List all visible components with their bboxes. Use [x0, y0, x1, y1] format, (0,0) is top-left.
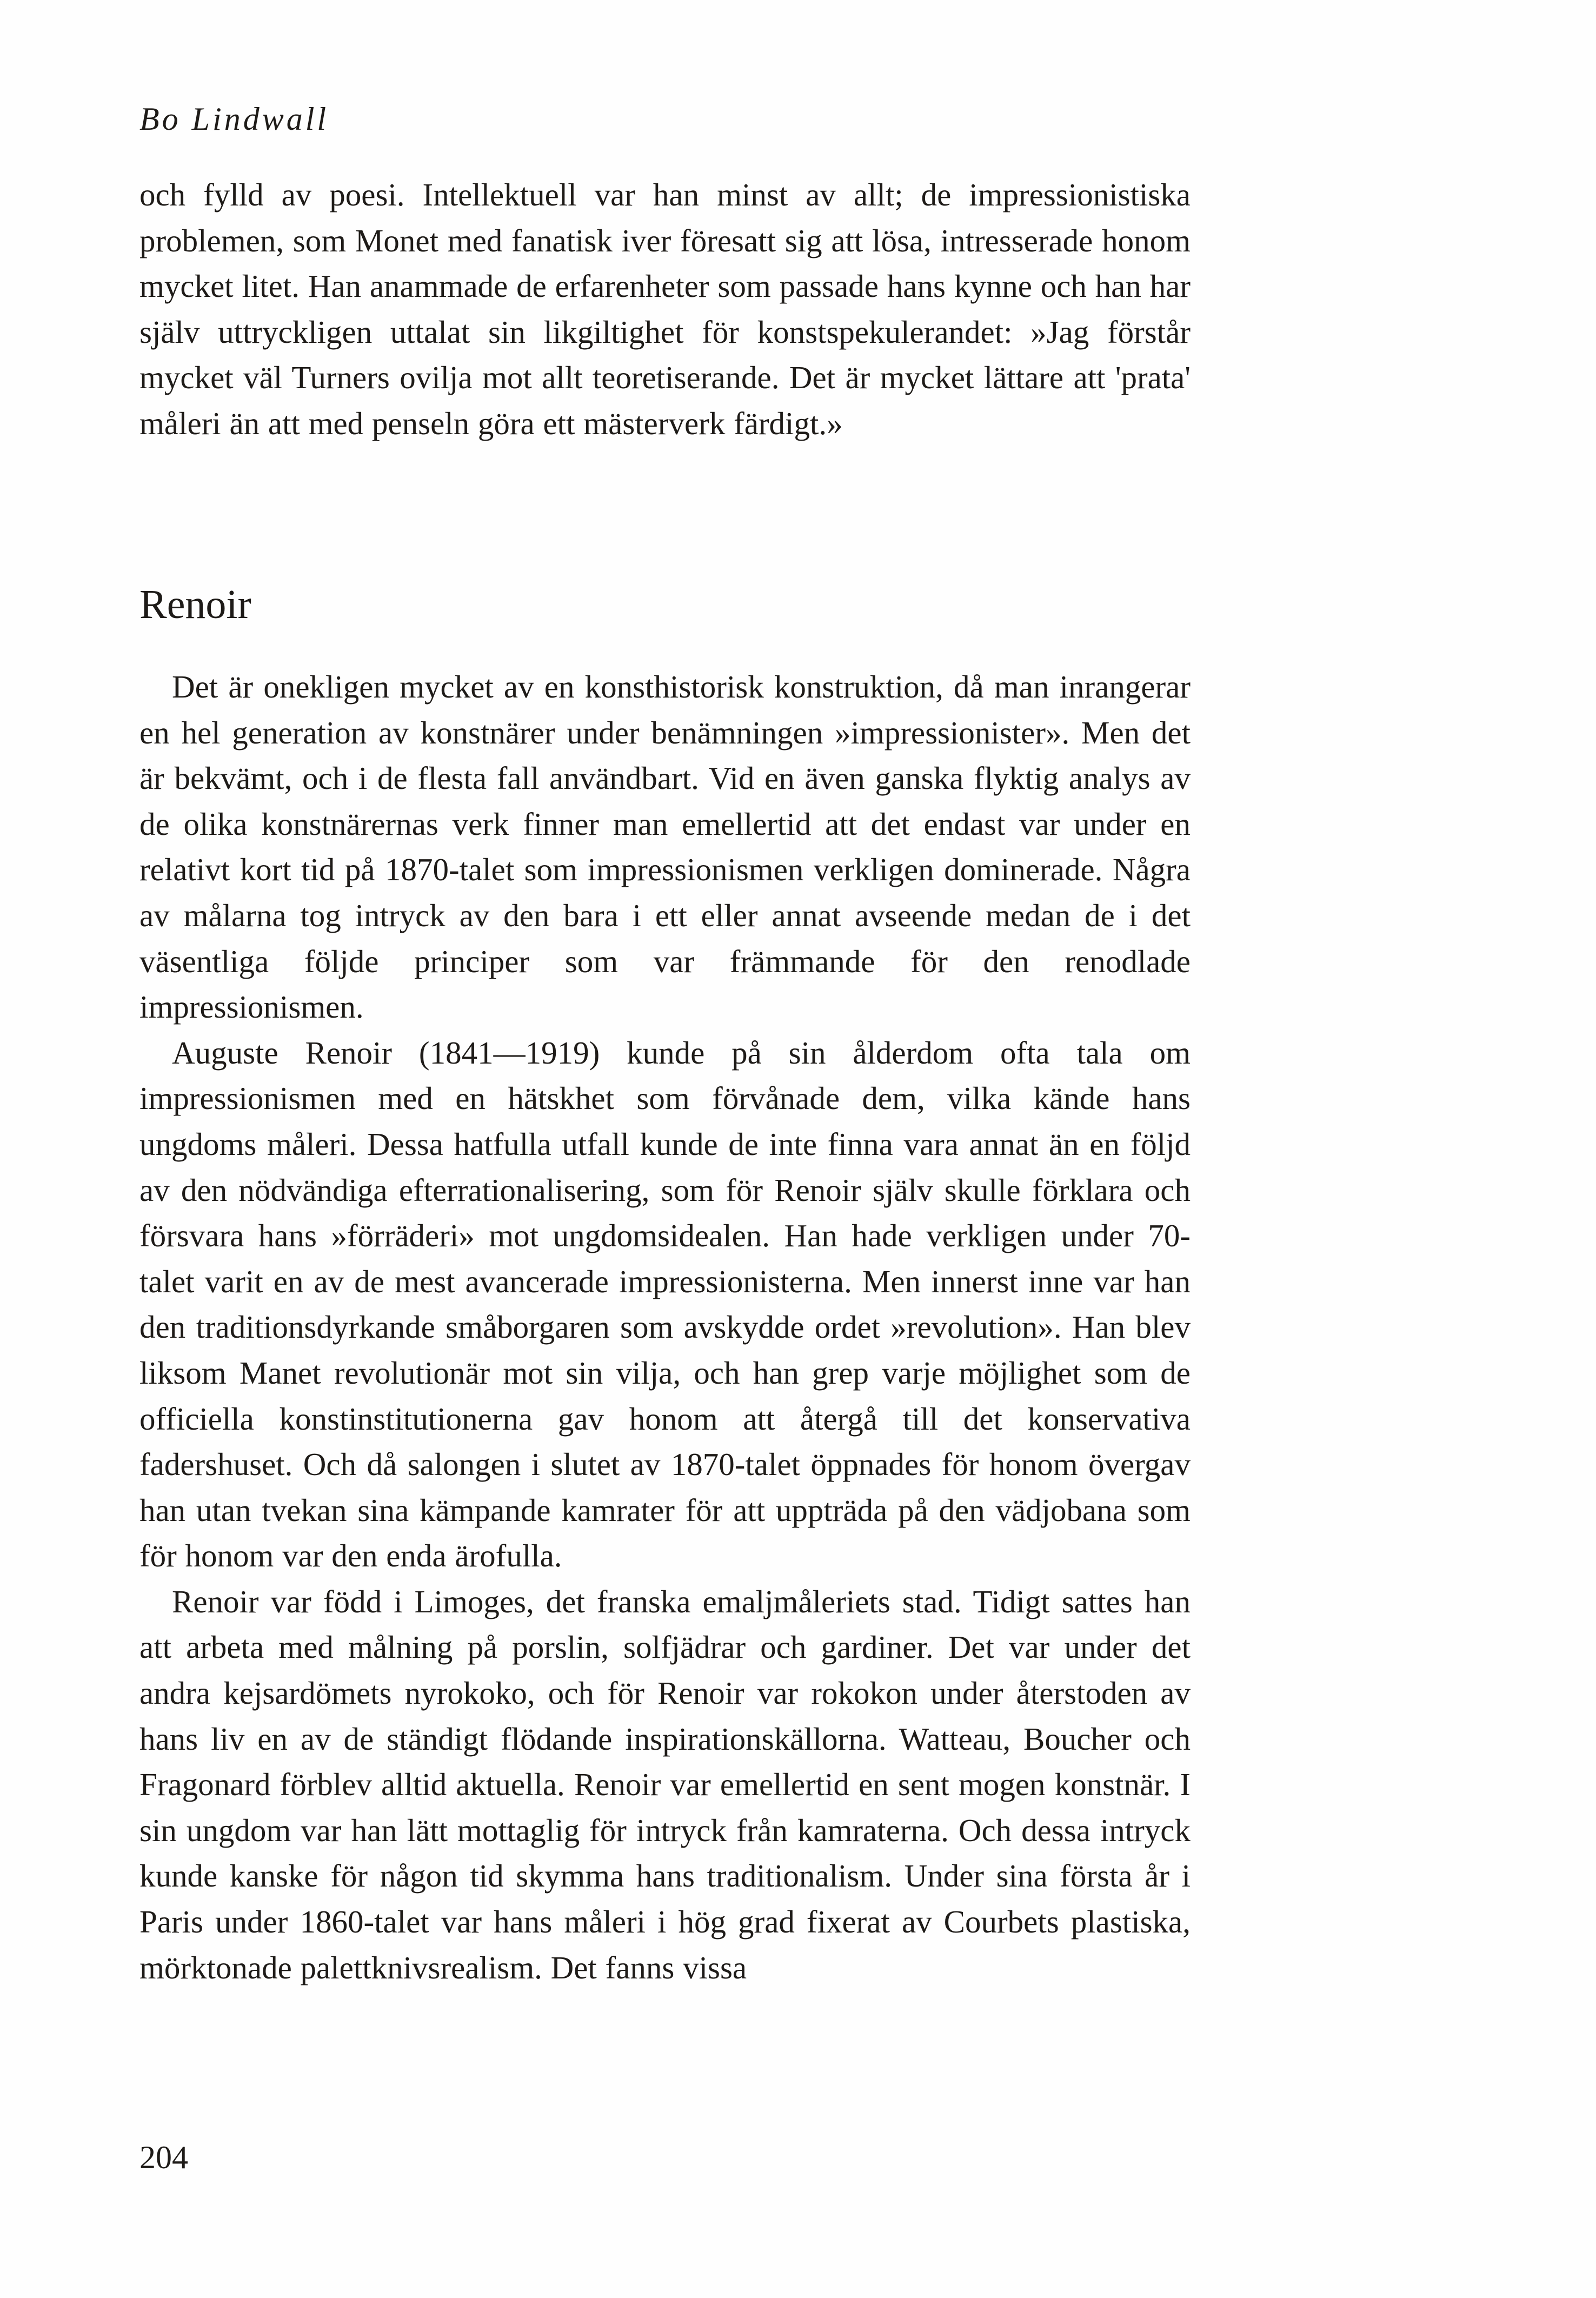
body-paragraph-2: Auguste Renoir (1841—1919) kunde på sin ålderdom ofta tala om impressionismen med en hätskhet som förvånade dem, vilka kände hans ungdoms måleri. Dessa hatfulla utfall kunde de inte finna vara annat än en följd av den nödvändiga efterrationalisering, som för Renoir själv skulle förklara och försvara hans »förräderi» mot ungdomsidealen. Han hade verkligen under 70-talet varit en av de mest avancerade impressionisterna. Men innerst inne var han den traditionsdyrkande småborgaren som avskydde ordet »revolution». Han blev liksom Manet revolutionär mot sin vilja, och han grep varje möjlighet som de officiella konstinstitutionerna gav honom att återgå till det konservativa fadershuset. Och då salongen i slutet av 1870-talet öppnades för honom övergav han utan tvekan sina kämpande kamrater för att uppträda på den vädjobana som för honom var den enda ärofulla. — [139, 1034, 1191, 1574]
intro-text-block — [139, 172, 1191, 447]
body-paragraph-3: Renoir var född i Limoges, det franska emaljmåleriets stad. Tidigt sattes han att arbeta med målning på porslin, solfjädrar och gardiner. Det var under det andra kejsardömets nyrokoko, och för Renoir var rokokon under återstoden av hans liv en av de ständigt flödande inspirationskällorna. Watteau, Boucher och Fragonard förblev alltid aktuella. Renoir var emellertid en sent mogen konstnär. I sin ungdom var han lätt mottaglig för intryck från kamraterna. Och dessa intryck kunde kanske för någon tid skymma hans traditionalism. Under sina första år i Paris under 1860-talet var hans måleri i hög grad fixerat av Courbets plastiska, mörktonade palettknivsrealism. Det fanns vissa — [139, 1583, 1191, 1985]
page-number: 204 — [139, 2140, 188, 2175]
intro-paragraph: och fylld av poesi. Intellektuell var han minst av allt; de impressionistiska problemen, som Monet med fanatisk iver föresatt sig att lösa, intresserade honom mycket litet. Han anammade de erfarenheter som passade hans kynne och han har själv uttryckligen uttalat sin likgiltighet för konstspekulerandet: »Jag förstår mycket väl Turners ovilja mot allt teoretiserande. Det är mycket lättare att 'prata' måleri än att med penseln göra ett mästerverk färdigt.» — [139, 177, 1191, 441]
section-body — [139, 664, 1191, 1990]
body-paragraph-1: Det är onekligen mycket av en konsthistorisk konstruktion, då man inrangerar en hel generation av konstnärer under benämningen »impressionister». Men det är bekvämt, och i de flesta fall användbart. Vid en även ganska flyktig analys av de olika konstnärernas verk finner man emellertid att det endast var under en relativt kort tid på 1870-talet som impressionismen verkligen dominerade. Några av målarna tog intryck av den bara i ett eller annat avseende medan de i det väsentliga följde principer som var främmande för den renodlade impressionismen. — [139, 669, 1191, 1025]
running-head-author: Bo Lindwall — [139, 101, 329, 137]
section-heading: Renoir — [139, 582, 251, 627]
